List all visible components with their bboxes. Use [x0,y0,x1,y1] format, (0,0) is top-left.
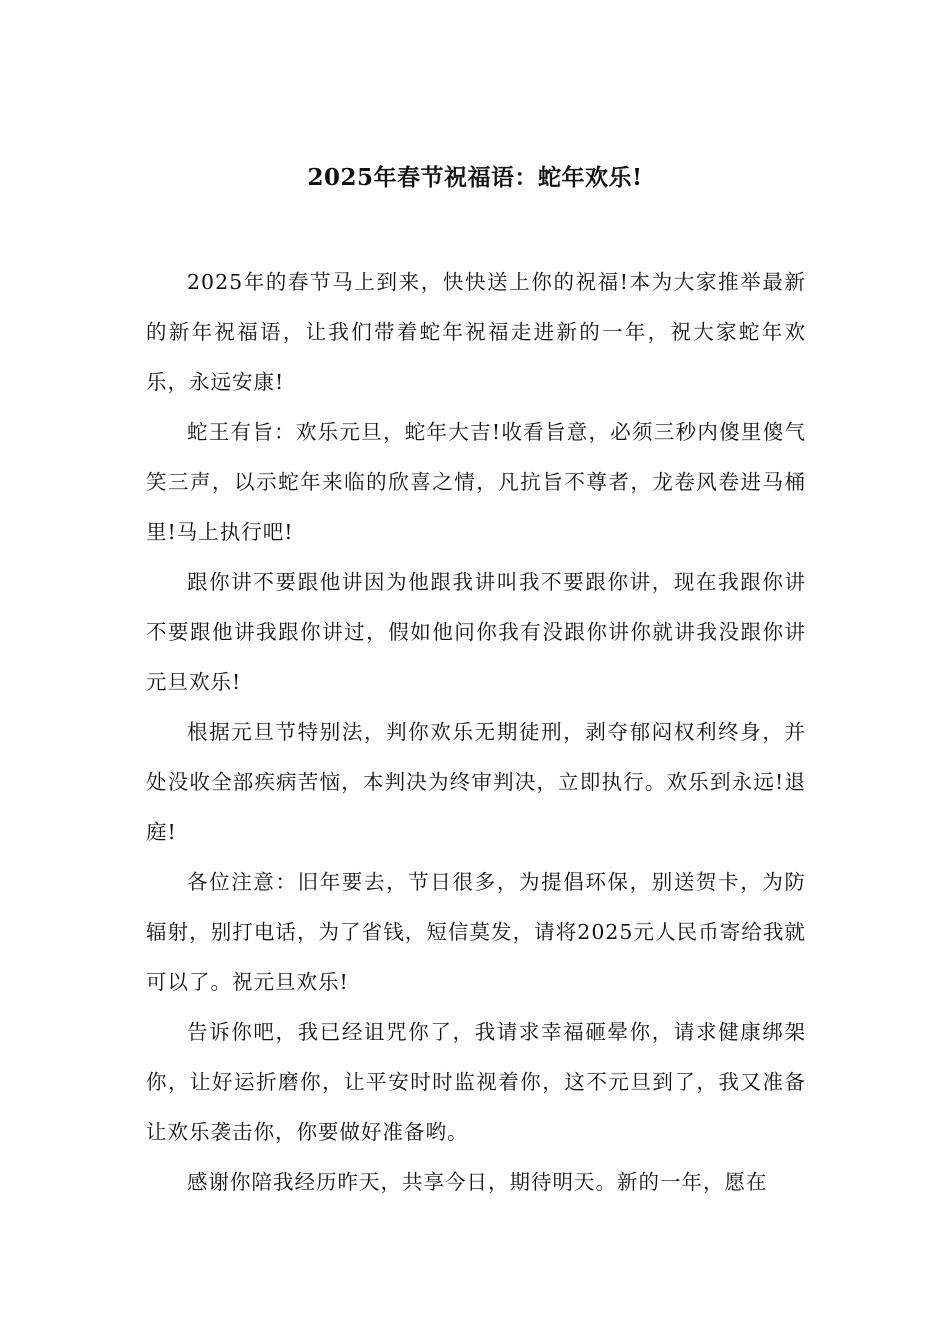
paragraph-4: 根据元旦节特别法，判你欢乐无期徒刑，剥夺郁闷权利终身，并处没收全部疾病苦恼，本判决为终审判决，立即执行。欢乐到永远!退庭! [146,720,806,844]
paragraph-5: 各位注意：旧年要去，节日很多，为提倡环保，别送贺卡，为防辐射，别打电话，为了省钱，短信莫发，请将2025元人民币寄给我就可以了。祝元旦欢乐! [146,870,806,994]
document-title: 2025年春节祝福语：蛇年欢乐! [307,164,643,191]
paragraph-6: 告诉你吧，我已经诅咒你了，我请求幸福砸晕你，请求健康绑架你，让好运折磨你，让平安时时监视着你，这不元旦到了，我又准备让欢乐袭击你，你要做好准备哟。 [146,1020,806,1144]
document-body [146,257,806,1207]
paragraph-3: 跟你讲不要跟他讲因为他跟我讲叫我不要跟你讲，现在我跟你讲不要跟他讲我跟你讲过，假如他问你我有没跟你讲你就讲我没跟你讲元旦欢乐! [146,570,806,694]
paragraph-7: 感谢你陪我经历昨天，共享今日，期待明天。新的一年，愿在 [187,1170,768,1194]
paragraph-1: 2025年的春节马上到来，快快送上你的祝福!本为大家推举最新的新年祝福语，让我们带着蛇年祝福走进新的一年，祝大家蛇年欢乐，永远安康! [146,270,806,394]
paragraph-2: 蛇王有旨：欢乐元旦，蛇年大吉!收看旨意，必须三秒内傻里傻气笑三声，以示蛇年来临的欣喜之情，凡抗旨不尊者，龙卷风卷进马桶里!马上执行吧! [146,420,806,544]
